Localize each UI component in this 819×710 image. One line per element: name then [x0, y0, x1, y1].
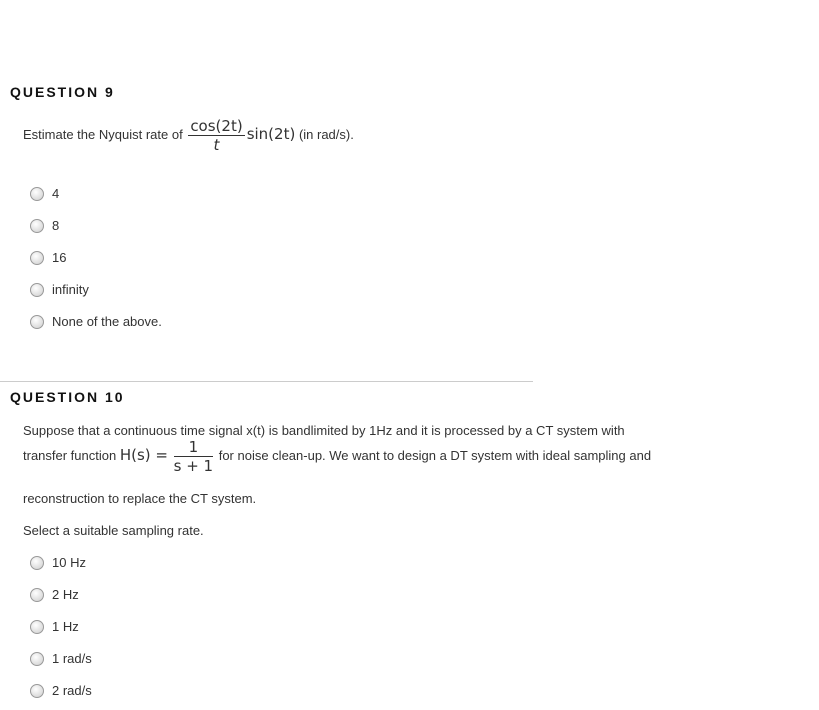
option-label: 2 Hz: [52, 587, 79, 602]
answer-option[interactable]: [30, 250, 66, 265]
answer-option[interactable]: [30, 555, 86, 570]
sin-term: sin(2t): [246, 124, 296, 143]
divider: [0, 381, 533, 382]
option-label: 4: [52, 186, 60, 201]
radio-button[interactable]: [30, 315, 44, 329]
option-label: None of the above.: [52, 314, 162, 329]
radio-button[interactable]: [30, 556, 44, 570]
radio-button[interactable]: [30, 588, 44, 602]
denominator: s + 1: [173, 457, 214, 475]
question-10-line3: reconstruction to replace the CT system.: [23, 491, 257, 506]
answer-option[interactable]: [30, 218, 59, 233]
answer-option[interactable]: [30, 186, 59, 201]
radio-button[interactable]: [30, 251, 44, 265]
units: (in rad/s).: [298, 126, 354, 142]
option-label: infinity: [52, 282, 89, 297]
text: for noise clean-up. We want to design a DT system with ideal sampling and: [218, 447, 652, 463]
option-label: 16: [52, 250, 67, 265]
answer-option[interactable]: [30, 683, 92, 698]
question-10-line2: [23, 438, 651, 475]
option-label: 2 rad/s: [52, 683, 92, 698]
question-10-title: QUESTION 10: [10, 389, 125, 405]
answer-option[interactable]: [30, 587, 79, 602]
numerator: cos(2t): [190, 117, 243, 135]
radio-button[interactable]: [30, 620, 44, 634]
option-label: 1 Hz: [52, 619, 79, 634]
option-label: 8: [52, 218, 60, 233]
answer-option[interactable]: [30, 651, 92, 666]
option-label: 10 Hz: [52, 555, 86, 570]
answer-option[interactable]: [30, 619, 79, 634]
radio-button[interactable]: [30, 684, 44, 698]
question-10-line1: Suppose that a continuous time signal x(t) is bandlimited by 1Hz and it is processed by a CT system with: [23, 423, 625, 438]
radio-button[interactable]: [30, 652, 44, 666]
question-9-title: QUESTION 9: [10, 84, 115, 100]
answer-option[interactable]: [30, 314, 162, 329]
answer-option[interactable]: [30, 282, 89, 297]
radio-button[interactable]: [30, 283, 44, 297]
denominator: t: [213, 136, 220, 154]
radio-button[interactable]: [30, 187, 44, 201]
numerator: 1: [174, 438, 213, 457]
question-10-line4: Select a suitable sampling rate.: [23, 523, 204, 538]
transfer-function-label: H(s) =: [119, 445, 168, 464]
option-label: 1 rad/s: [52, 651, 92, 666]
radio-button[interactable]: [30, 219, 44, 233]
fraction: [174, 438, 213, 475]
question-9-prompt: [23, 117, 354, 154]
fraction: [188, 117, 244, 154]
text: transfer function: [23, 447, 117, 463]
prompt-text: Estimate the Nyquist rate of: [23, 126, 183, 142]
